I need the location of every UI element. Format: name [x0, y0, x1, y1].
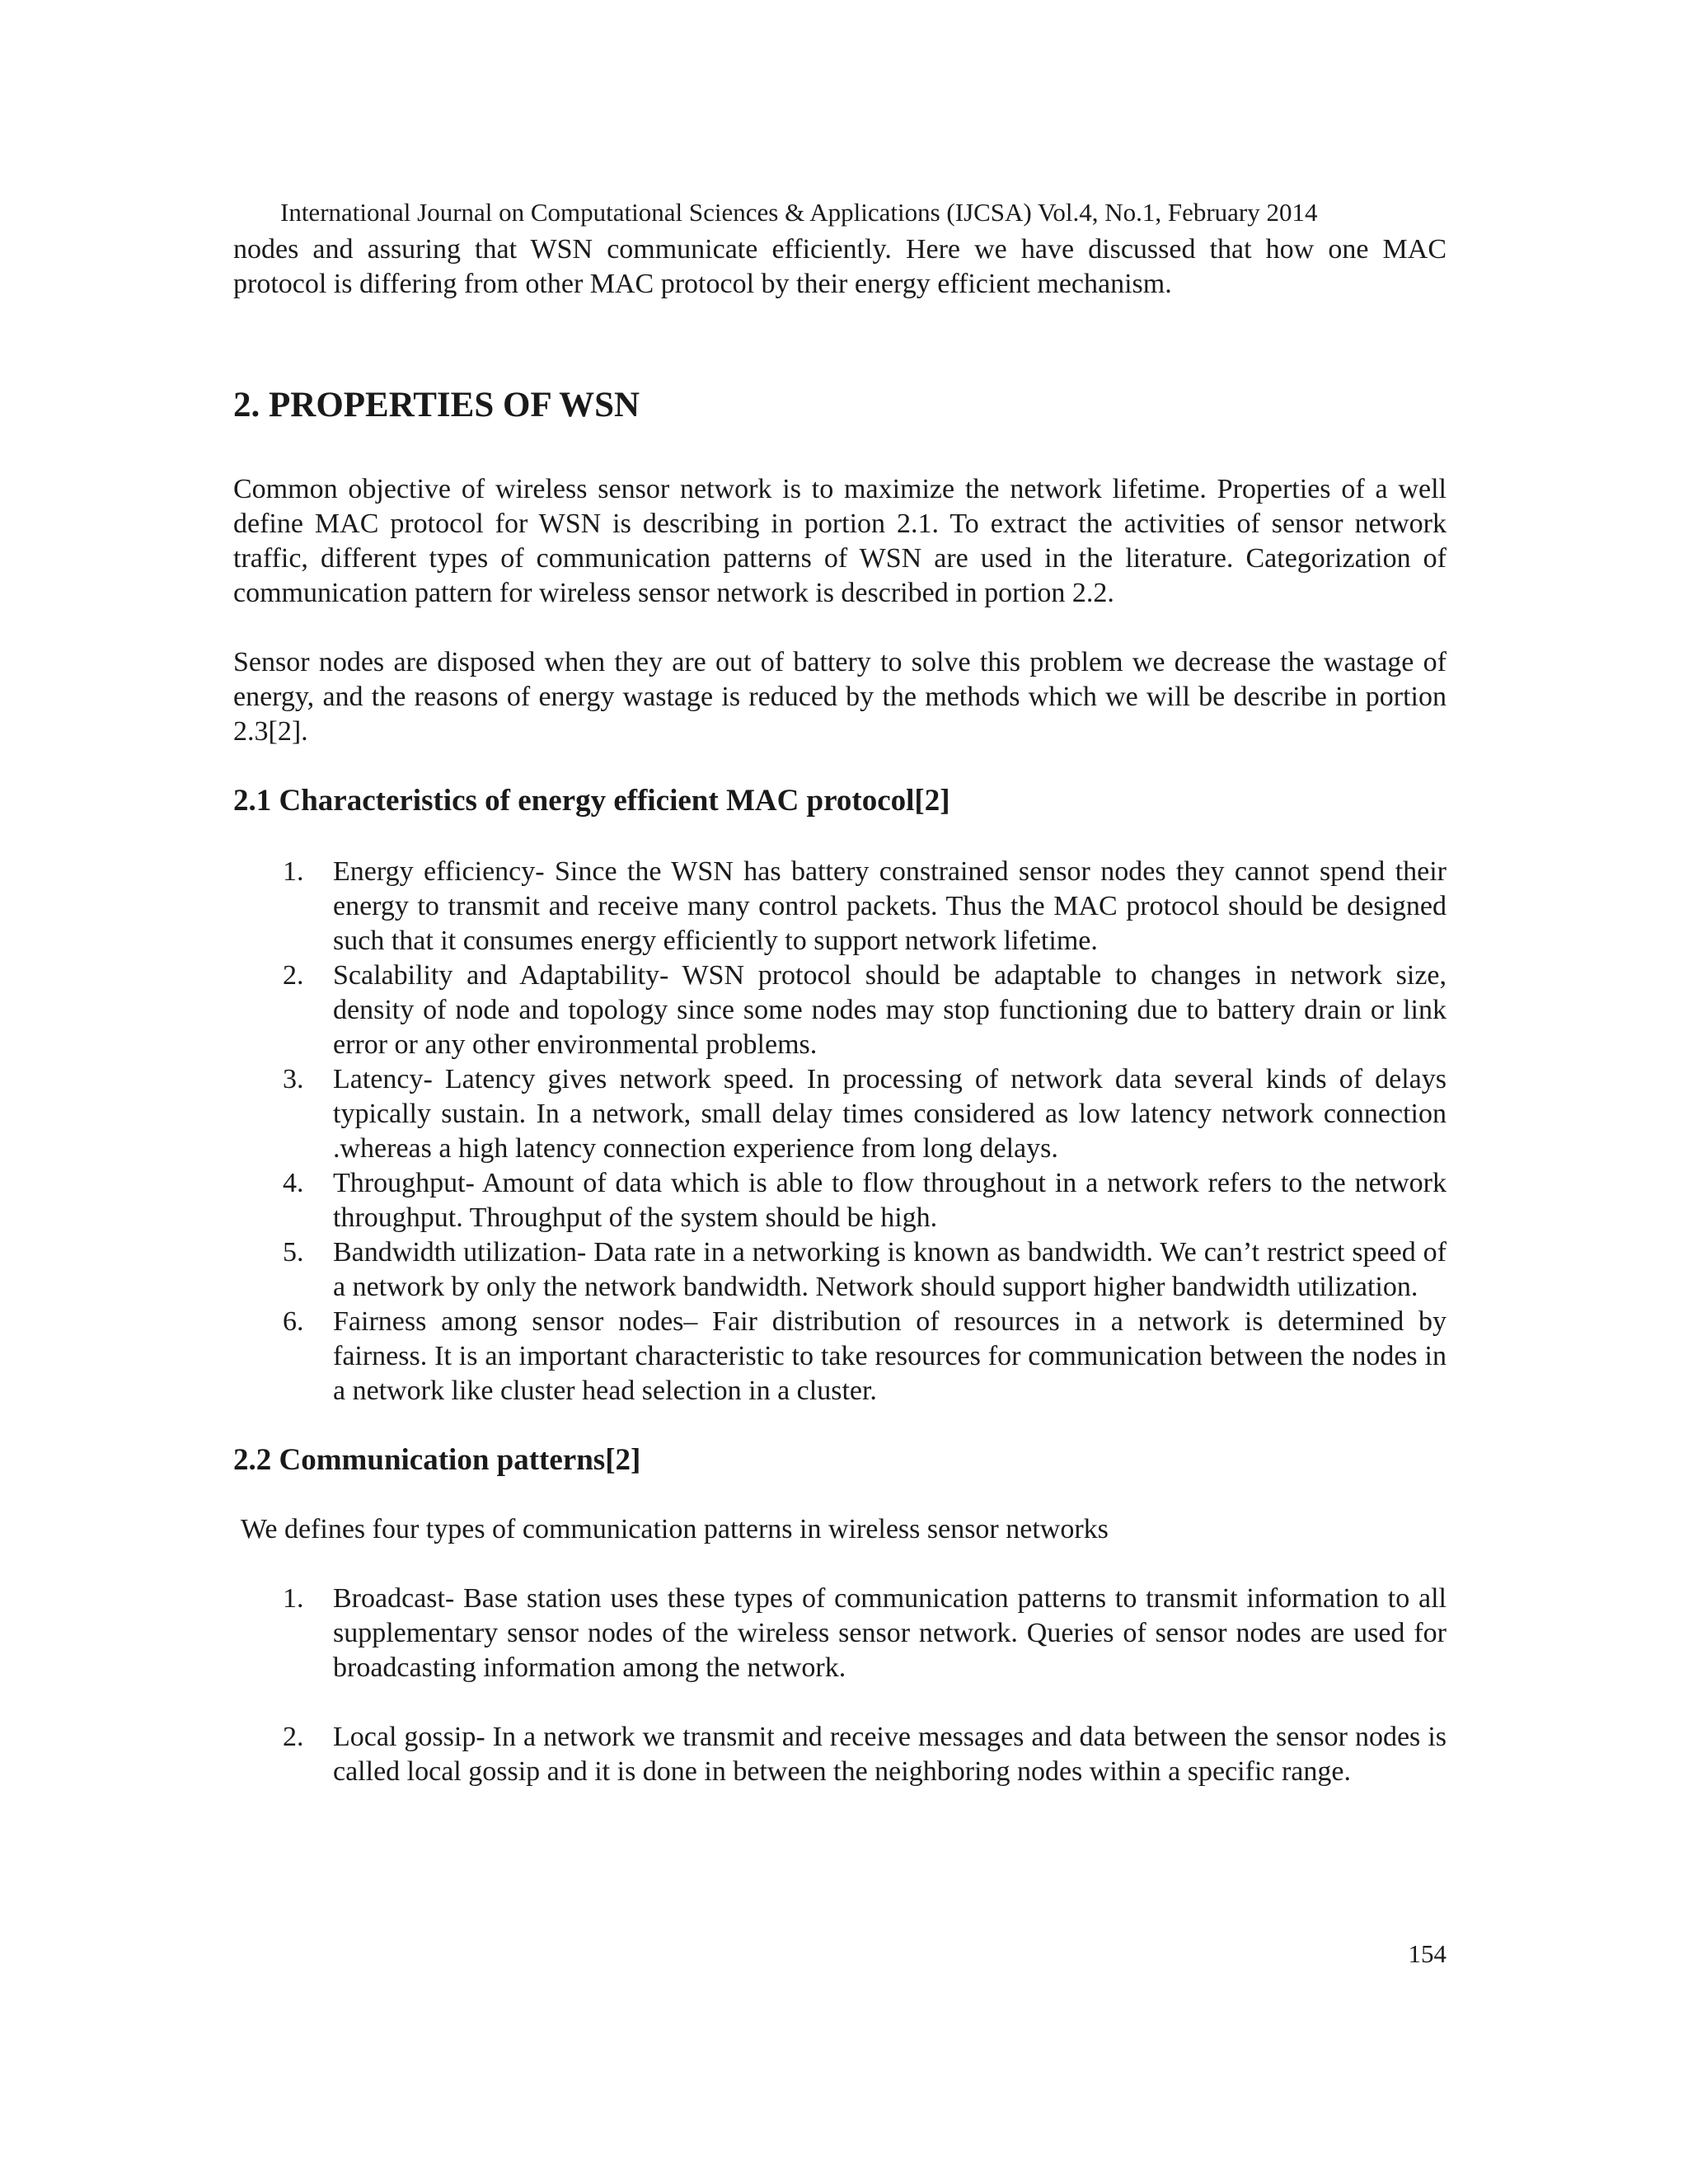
- list-item: [233, 1582, 1447, 1685]
- list-item-text: Scalability and Adaptability- WSN protocol should be adaptable to changes in network size, density of node and topology since some nodes may stop functioning due to battery drain or link error or any other environmental problems.: [333, 960, 1447, 1060]
- section-2-2-heading: 2.2 Communication patterns[2]: [233, 1443, 641, 1477]
- section-2-paragraph-2: Sensor nodes are disposed when they are out of battery to solve this problem we decrease the wastage of energy, and the reasons of energy wastage is reduced by the methods which we will be describe in portion 2.3[2].: [233, 647, 1447, 747]
- list-item: [233, 1235, 1447, 1305]
- list-item: [233, 1062, 1447, 1166]
- list-item-number: 2.: [283, 960, 304, 991]
- list-item-number: 1.: [283, 1583, 304, 1614]
- list-item-text: Broadcast- Base station uses these types of communication patterns to transmit information to all supplementary sensor nodes of the wireless sensor network. Queries of sensor nodes are used for broadcasting information among the network.: [333, 1583, 1447, 1683]
- list-item-text: Energy efficiency- Since the WSN has battery constrained sensor nodes they cannot spend their energy to transmit and receive many control packets. Thus the MAC protocol should be designed such that it consumes energy efficiently to support network lifetime.: [333, 856, 1447, 956]
- section-2-heading: 2. PROPERTIES OF WSN: [233, 386, 640, 424]
- communication-patterns-list: [233, 1582, 1447, 1789]
- section-2-1-heading: 2.1 Characteristics of energy efficient MAC protocol[2]: [233, 784, 950, 818]
- page-content: [233, 232, 1447, 1789]
- list-item-text: Throughput- Amount of data which is able to flow throughout in a network refers to the network throughput. Throughput of the system should be high.: [333, 1168, 1447, 1233]
- list-item-text: Local gossip- In a network we transmit and receive messages and data between the sensor nodes is called local gossip and it is done in between the neighboring nodes within a specific range.: [333, 1722, 1447, 1787]
- list-item: [233, 1166, 1447, 1235]
- list-item: [233, 958, 1447, 1062]
- list-item-number: 2.: [283, 1722, 304, 1752]
- list-item-number: 1.: [283, 856, 304, 887]
- list-item: [233, 855, 1447, 958]
- running-header: International Journal on Computational Sciences & Applications (IJCSA) Vol.4, No.1, February 2014: [280, 198, 1318, 227]
- list-item-text: Fairness among sensor nodes– Fair distribution of resources in a network is determined by fairness. It is an important characteristic to take resources for communication between the nodes in a network like cluster head selection in a cluster.: [333, 1306, 1447, 1406]
- section-2-2-intro: We defines four types of communication patterns in wireless sensor networks: [241, 1514, 1109, 1544]
- section-2-paragraph-1: Common objective of wireless sensor network is to maximize the network lifetime. Properties of a well define MAC protocol for WSN is describing in portion 2.1. To extract the activities of sensor network traffic, different types of communication patterns of WSN are used in the literature. Categorization of communication pattern for wireless sensor network is described in portion 2.2.: [233, 474, 1447, 608]
- continued-paragraph: nodes and assuring that WSN communicate efficiently. Here we have discussed that how one MAC protocol is differing from other MAC protocol by their energy efficient mechanism.: [233, 234, 1447, 299]
- page-number: 154: [1408, 1939, 1447, 1968]
- list-item: [233, 1720, 1447, 1789]
- list-item-text: Bandwidth utilization- Data rate in a networking is known as bandwidth. We can’t restrict speed of a network by only the network bandwidth. Network should support higher bandwidth utilization.: [333, 1237, 1447, 1302]
- list-item: [233, 1305, 1447, 1408]
- characteristics-list: [233, 855, 1447, 1408]
- list-item-number: 4.: [283, 1168, 304, 1198]
- list-item-number: 6.: [283, 1306, 304, 1337]
- list-item-number: 3.: [283, 1064, 304, 1094]
- list-item-text: Latency- Latency gives network speed. In processing of network data several kinds of delays typically sustain. In a network, small delay times considered as low latency network connection .whereas a high latency connection experience from long delays.: [333, 1064, 1447, 1164]
- list-item-number: 5.: [283, 1237, 304, 1268]
